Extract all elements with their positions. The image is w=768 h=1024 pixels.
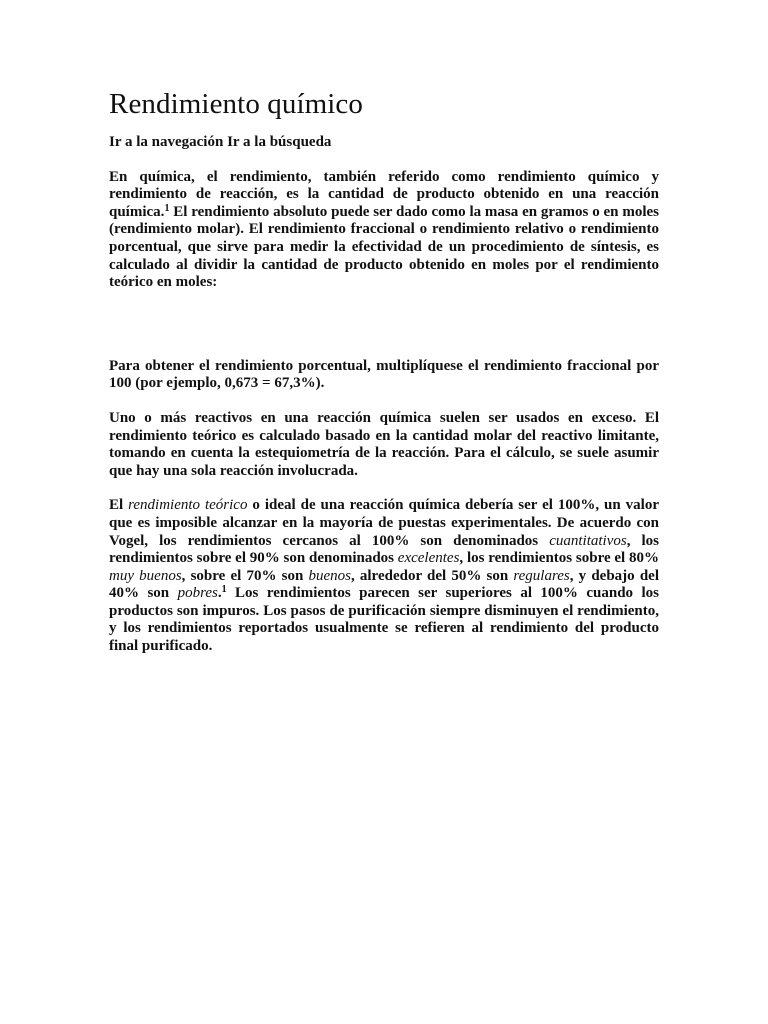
paragraph-intro-text-b: El rendimiento absoluto puede ser dado como la masa en gramos o en moles (rendimiento molar). El rendimiento fraccional o rendimiento relativo o rendimiento porcentual, que sirve para medir la efectividad de un procedimiento de síntesis, es calculado al dividir la cantidad de producto obtenido en moles por el rendimiento teórico en moles:: [109, 203, 659, 291]
paragraph-intro: [109, 169, 659, 292]
p4-text-8: .: [217, 585, 222, 602]
formula-placeholder: [109, 292, 659, 358]
document-page: [109, 86, 659, 656]
p4-text-3: , los rendimientos sobre el 90% son denominados: [109, 532, 660, 567]
p4-italic-fair: regulares: [513, 567, 570, 584]
reference-marker[interactable]: 1: [221, 584, 227, 596]
p4-text-5: , sobre el 70% son: [181, 567, 309, 584]
p4-italic-good: buenos: [308, 567, 351, 584]
p4-text-1: El: [109, 497, 129, 514]
p4-text-2: o ideal de una reacción química debería ser el 100%, un valor que es imposible alcanzar en la mayoría de puestas experimentales. De acuerdo con Vogel, los rendimientos cercanos al 100% son denominados: [109, 497, 659, 549]
p4-text-4: , los rendimientos sobre el 80%: [459, 550, 659, 567]
p4-text-6: , alrededor del 50% son: [350, 567, 514, 584]
paragraph-intro-text-a: En química, el rendimiento, también referido como rendimiento químico y rendimiento de reacción, es la cantidad de producto obtenido en una reacción química.: [109, 168, 659, 220]
p4-italic-very-good: muy buenos: [109, 567, 182, 584]
p4-italic-quantitative: cuantitativos: [549, 532, 627, 549]
paragraph-excess-reactants: Uno o más reactivos en una reacción química suelen ser usados en exceso. El rendimiento teórico es calculado basado en la cantidad molar del reactivo limitante, tomando en cuenta la estequiometría de la reacción. Para el cálculo, se suele asumir que hay una sola reacción involucrada.: [109, 409, 659, 479]
p4-italic-theoretical-yield: rendimiento teórico: [128, 497, 248, 514]
p4-text-7: , y debajo del 40% son: [109, 567, 659, 602]
reference-marker[interactable]: 1: [164, 202, 170, 214]
skip-to-navigation-link[interactable]: Ir a la navegación: [109, 134, 224, 150]
skip-to-search-link[interactable]: Ir a la búsqueda: [227, 134, 332, 150]
p4-italic-excellent: excelentes: [397, 550, 460, 567]
page-title: Rendimiento químico: [109, 88, 364, 120]
p4-text-9: Los rendimientos parecen ser superiores al 100% cuando los productos son impuros. Los pasos de purificación siempre disminuyen el rendimiento, y los rendimientos reportados usualmente se refieren al rendimiento del producto final purificado.: [109, 585, 660, 655]
paragraph-theoretical-yield: [109, 497, 659, 655]
skip-links: [109, 134, 659, 152]
paragraph-percent-yield: Para obtener el rendimiento porcentual, multiplíquese el rendimiento fraccional por 100 (por ejemplo, 0,673 = 67,3%).: [109, 357, 659, 392]
p4-italic-poor: pobres: [177, 585, 218, 602]
